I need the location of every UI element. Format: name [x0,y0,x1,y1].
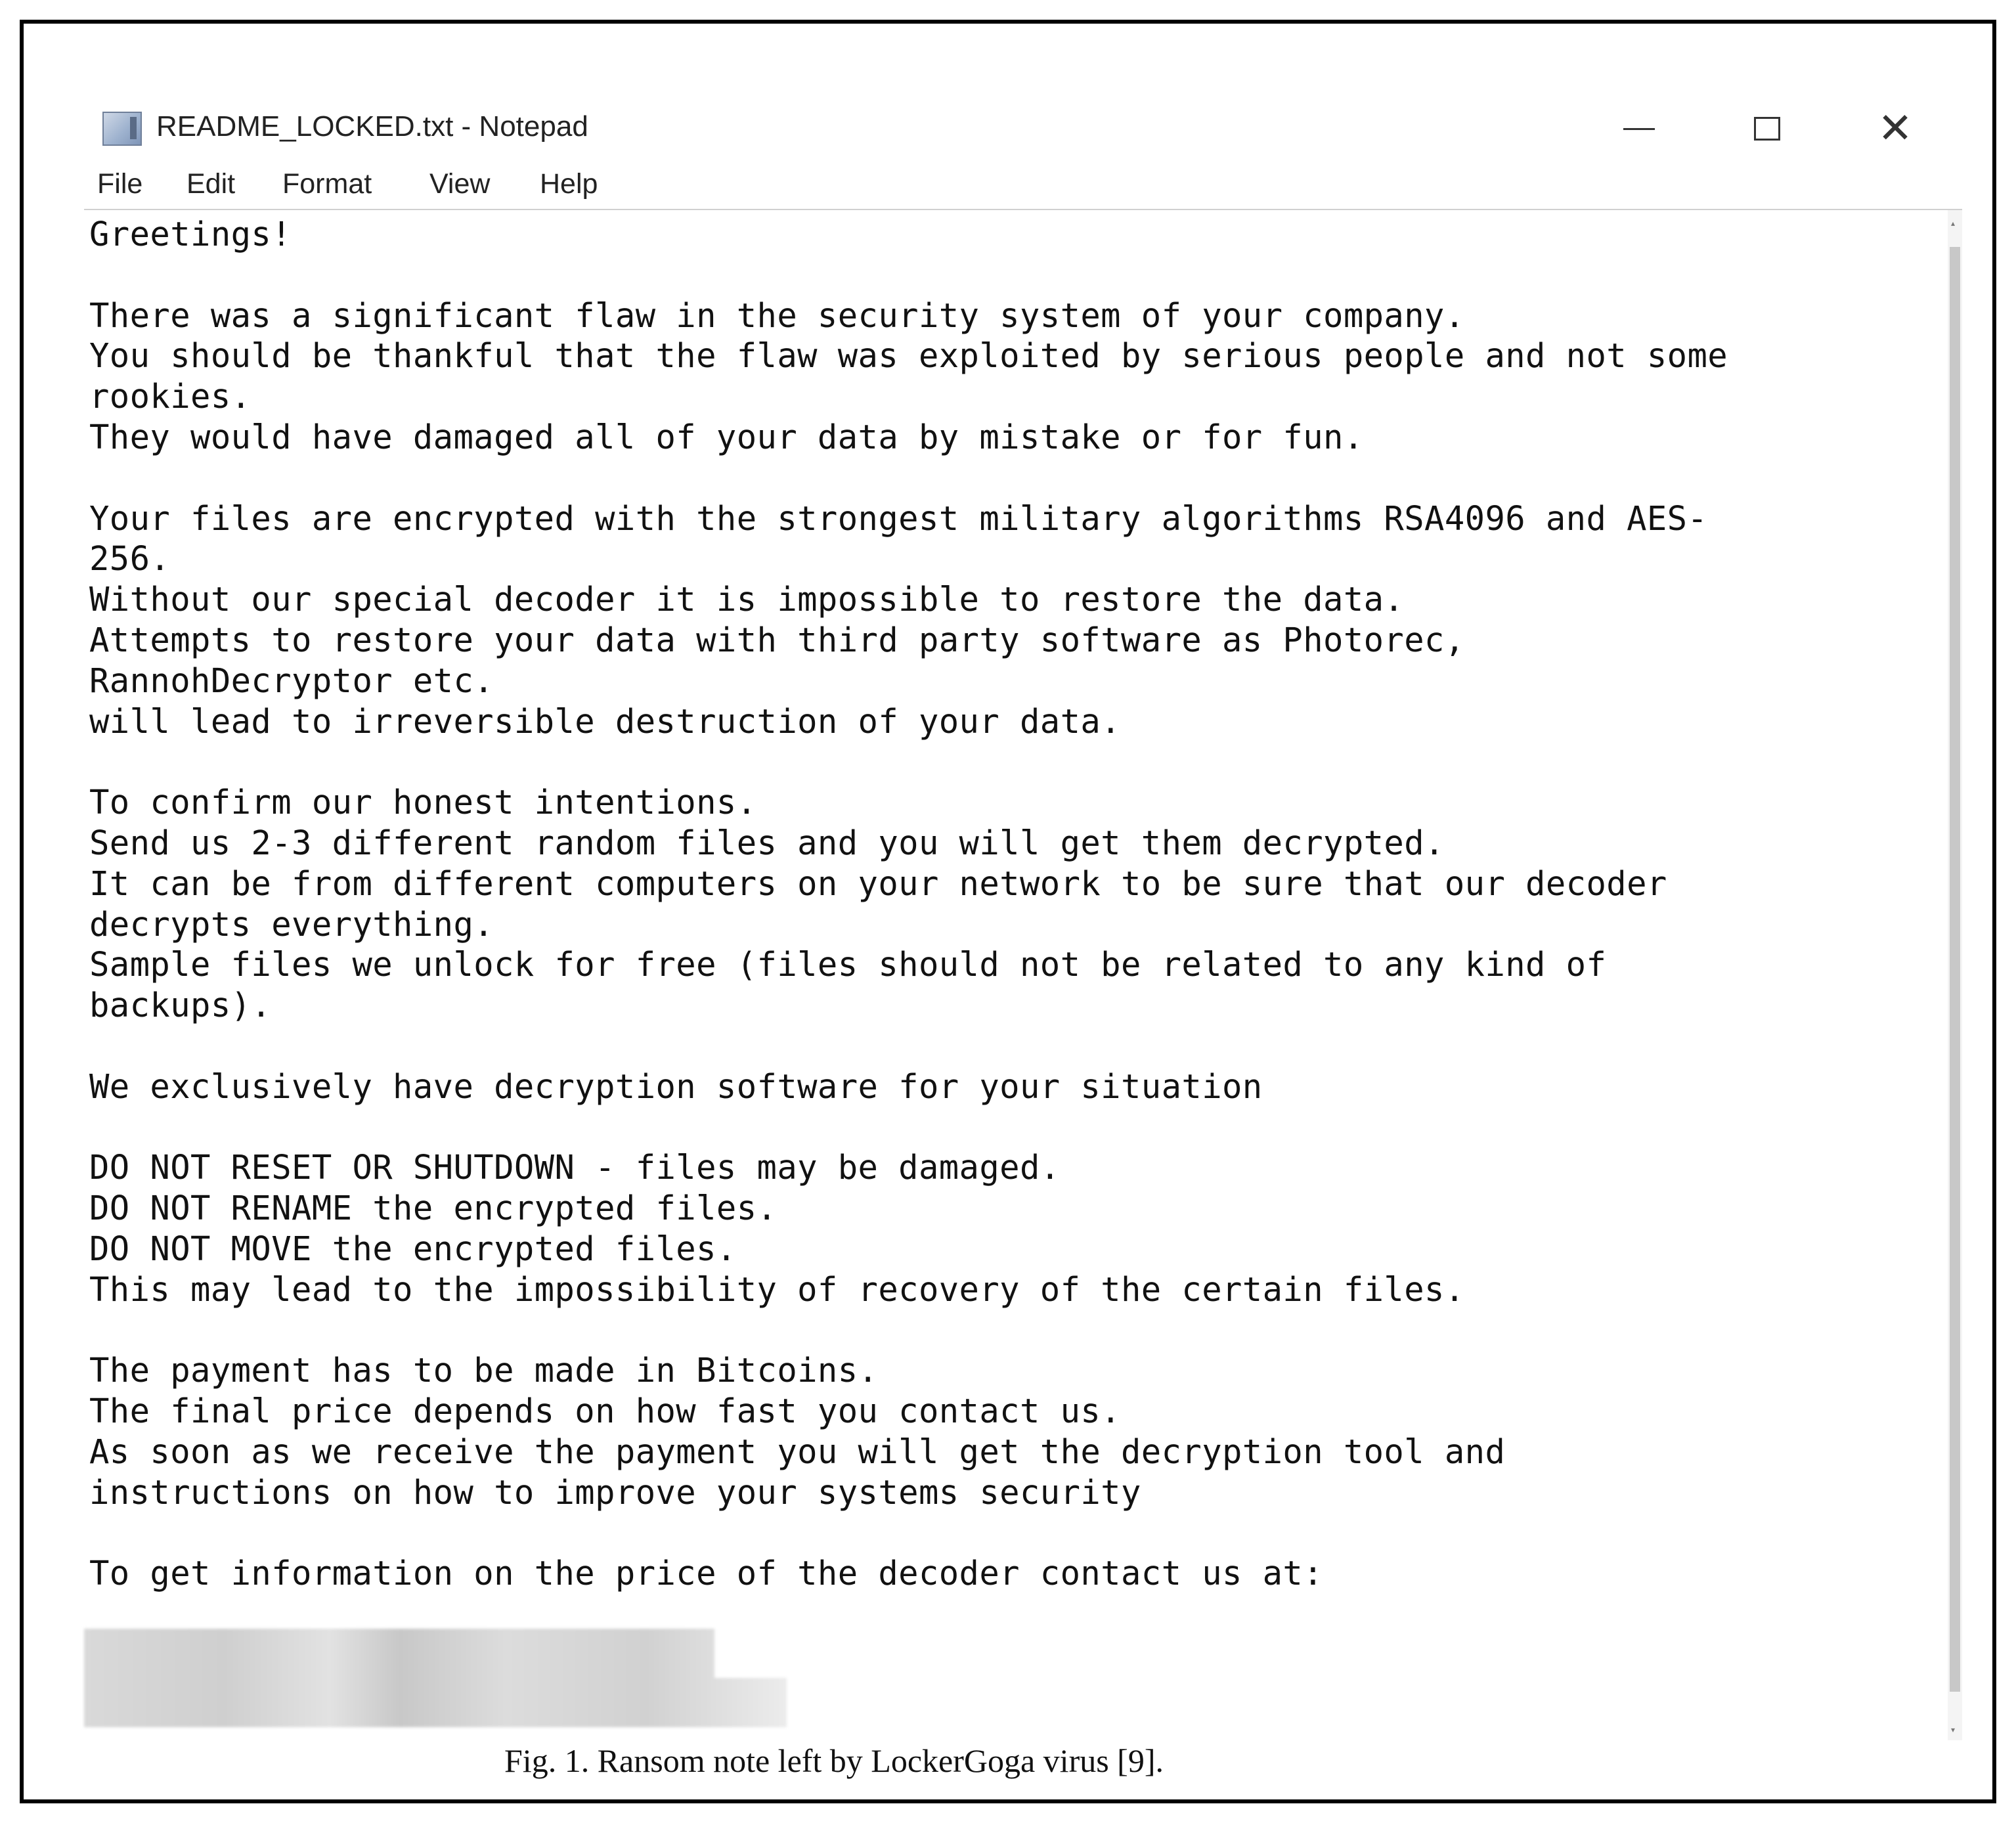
close-icon: ✕ [1877,104,1913,153]
figure-caption: Fig. 1. Ransom note left by LockerGoga virus [9]. [504,1742,1164,1779]
document-line: It can be from different computers on your network to be sure that our decoder [89,864,1667,903]
document-line: DO NOT RESET OR SHUTDOWN - files may be damaged. [89,1148,1061,1187]
document-text[interactable] [89,214,1935,1594]
document-line: DO NOT MOVE the encrypted files. [89,1229,737,1268]
menu-file[interactable]: File [97,168,143,200]
scroll-down-icon[interactable]: ▾ [1951,1725,1956,1734]
document-line [89,1026,1935,1067]
document-line: will lead to irreversible destruction of your data. [89,701,1121,741]
document-line: Your files are encrypted with the strongest military algorithms RSA4096 and AES- [89,498,1708,538]
figure-frame [20,20,1996,1803]
document-line: backups). [89,986,272,1025]
document-line: DO NOT RENAME the encrypted files. [89,1189,778,1228]
document-line [89,1513,1935,1554]
document-line [89,741,1935,782]
document-line: To confirm our honest intentions. [89,783,757,822]
minimize-button[interactable] [1600,102,1678,155]
document-line: rookies. [89,377,252,416]
notepad-icon [102,112,142,146]
document-line: decrypts everything. [89,904,494,944]
document-line: RannohDecryptor etc. [89,661,494,700]
minimize-icon [1623,128,1655,130]
document-line [89,458,1935,498]
document-line: The final price depends on how fast you contact us. [89,1392,1121,1431]
document-line: Greetings! [89,215,292,253]
vertical-scrollbar[interactable] [1948,210,1962,1740]
document-line: As soon as we receive the payment you will get the decryption tool and [89,1432,1506,1471]
document-line: Attempts to restore your data with third party software as Photorec, [89,620,1465,659]
maximize-icon [1754,117,1780,141]
document-line: Send us 2-3 different random files and you will get them decrypted. [89,823,1445,862]
document-line: We exclusively have decryption software for your situation [89,1067,1263,1106]
document-line: The payment has to be made in Bitcoins. [89,1351,879,1390]
menu-help[interactable]: Help [540,168,598,200]
scroll-thumb[interactable] [1950,247,1960,1692]
window-title: README_LOCKED.txt - Notepad [156,110,588,143]
document-line: To get information on the price of the decoder contact us at: [89,1554,1324,1593]
close-button[interactable] [1856,102,1935,155]
document-line: This may lead to the impossibility of recovery of the certain files. [89,1269,1465,1309]
document-line: Without our special decoder it is impossible to restore the data. [89,580,1405,619]
document-line [89,1310,1935,1351]
document-line: instructions on how to improve your systems security [89,1472,1141,1512]
menu-edit[interactable]: Edit [186,168,236,200]
document-line [89,1107,1935,1148]
maximize-button[interactable] [1728,102,1807,155]
redacted-contact-info [84,1629,787,1727]
scroll-up-icon[interactable]: ▴ [1951,219,1956,228]
document-line: 256. [89,539,171,579]
menu-bar [76,165,1981,205]
menu-view[interactable]: View [429,168,491,200]
menu-format[interactable]: Format [282,168,372,200]
document-line: They would have damaged all of your data by mistake or for fun. [89,417,1364,456]
document-line [89,255,1935,296]
text-editor[interactable] [84,209,1962,1740]
document-line: Sample files we unlock for free (files should not be related to any kind of [89,945,1607,984]
title-bar [76,102,1981,155]
document-line: You should be thankful that the flaw was exploited by serious people and not some [89,336,1728,376]
document-line: There was a significant flaw in the security system of your company. [89,296,1465,335]
